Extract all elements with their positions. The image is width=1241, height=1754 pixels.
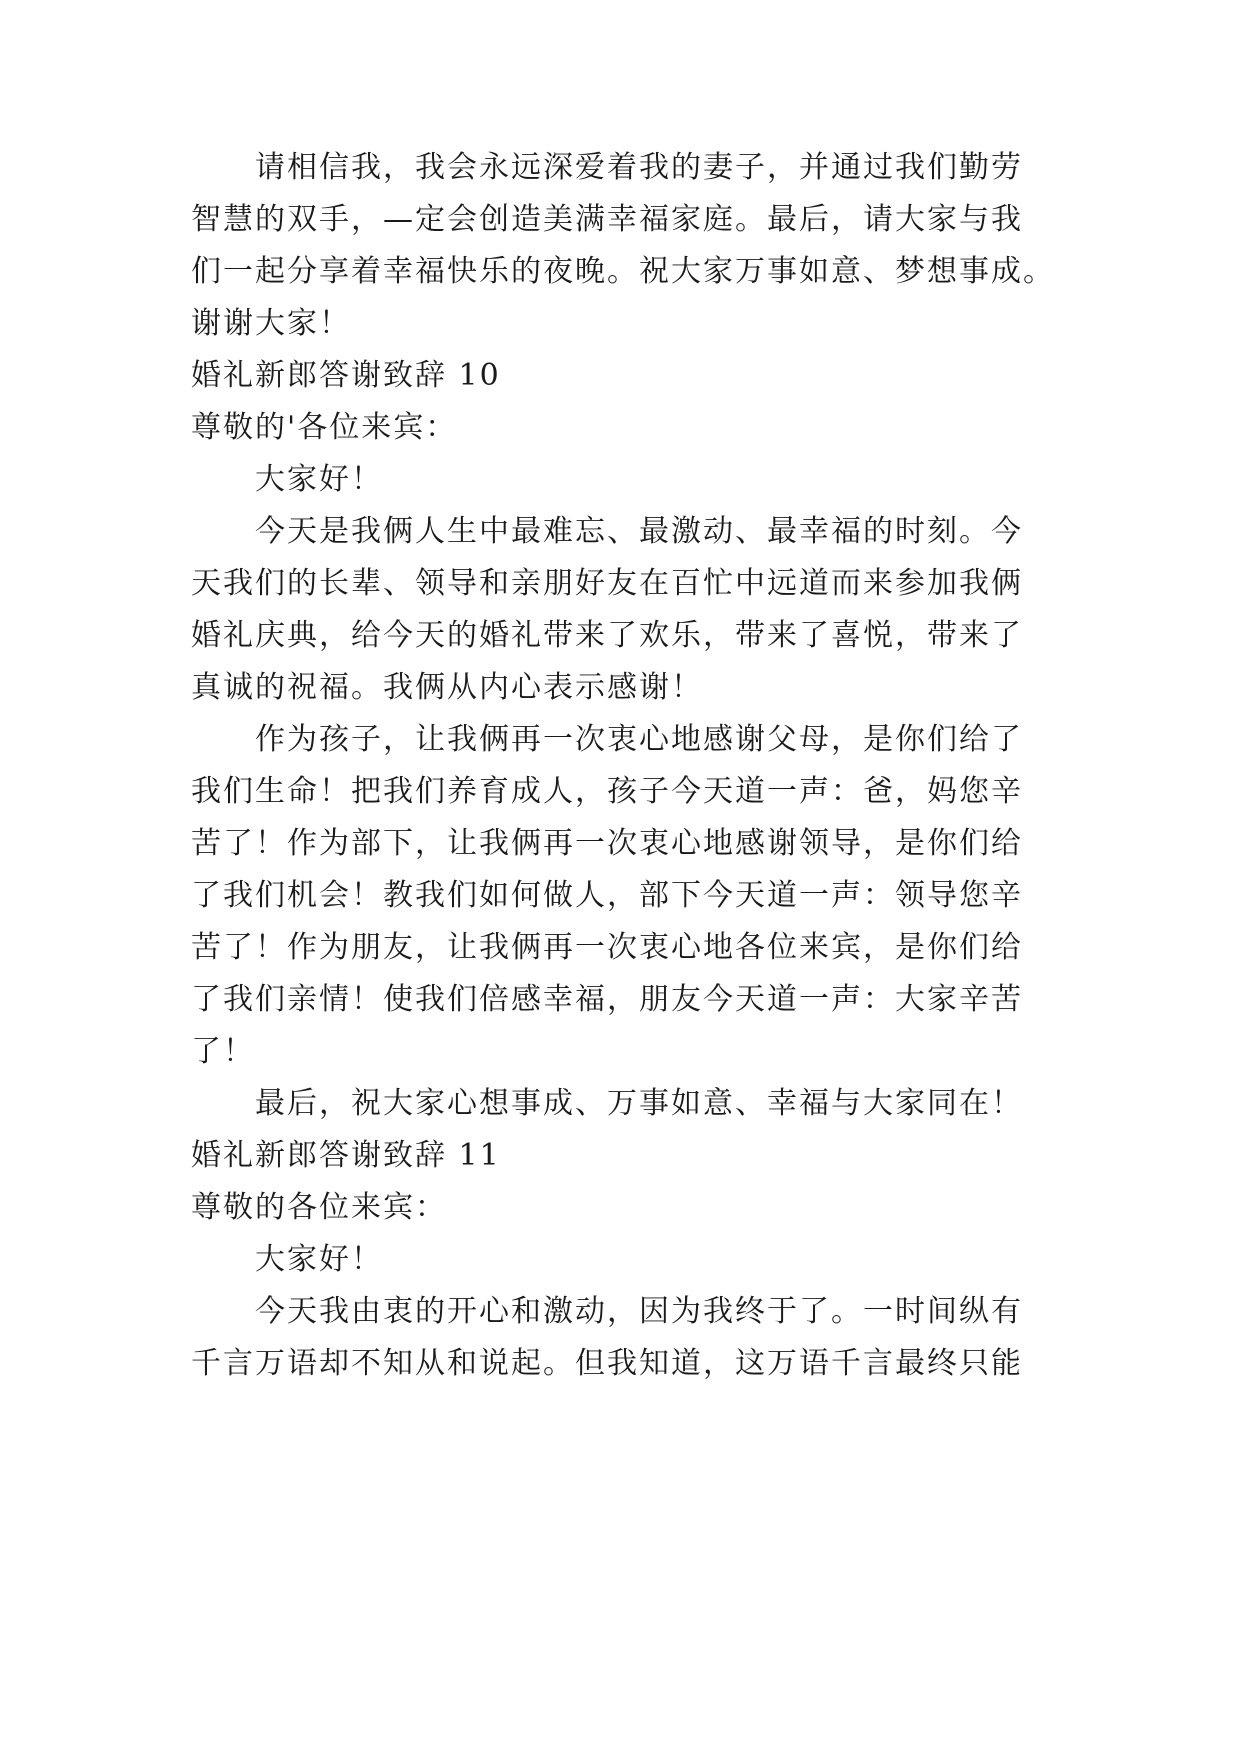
paragraph-line: 们一起分享着幸福快乐的夜晚。祝大家万事如意、梦想事成。 [191, 254, 1055, 289]
paragraph-line: 天我们的长辈、领导和亲朋好友在百忙中远道而来参加我俩 [191, 566, 1023, 601]
salutation: 尊敬的各位来宾： [191, 1190, 447, 1225]
paragraph-line: 了我们亲情！使我们倍感幸福，朋友今天道一声：大家辛苦 [191, 982, 1023, 1017]
paragraph-line: 了我们机会！教我们如何做人，部下今天道一声：领导您辛 [191, 878, 1023, 913]
section-heading: 婚礼新郎答谢致辞 11 [191, 1138, 501, 1173]
paragraph-line: 苦了！作为朋友，让我俩再一次衷心地各位来宾，是你们给 [191, 930, 1023, 965]
paragraph-line: 了！ [191, 1034, 255, 1069]
paragraph-line: 真诚的祝福。我俩从内心表示感谢！ [191, 670, 703, 705]
salutation: 尊敬的'各位来宾： [191, 410, 458, 445]
greeting: 大家好！ [255, 1242, 383, 1277]
paragraph-line: 最后，祝大家心想事成、万事如意、幸福与大家同在！ [255, 1086, 1023, 1121]
paragraph-line: 谢谢大家！ [191, 306, 351, 341]
paragraph-line: 千言万语却不知从和说起。但我知道，这万语千言最终只能 [191, 1346, 1023, 1381]
section-heading: 婚礼新郎答谢致辞 10 [191, 358, 501, 393]
paragraph-line: 作为孩子，让我俩再一次衷心地感谢父母，是你们给了 [255, 722, 1023, 757]
greeting: 大家好！ [255, 462, 383, 497]
paragraph-line: 婚礼庆典，给今天的婚礼带来了欢乐，带来了喜悦，带来了 [191, 618, 1023, 653]
paragraph-line: 智慧的双手，—定会创造美满幸福家庭。最后，请大家与我 [191, 202, 1023, 237]
paragraph-line: 今天是我俩人生中最难忘、最激动、最幸福的时刻。今 [255, 514, 1023, 549]
paragraph-line: 我们生命！把我们养育成人，孩子今天道一声：爸，妈您辛 [191, 774, 1023, 809]
paragraph-line: 今天我由衷的开心和激动，因为我终于了。一时间纵有 [255, 1294, 1023, 1329]
paragraph-line: 苦了！作为部下，让我俩再一次衷心地感谢领导，是你们给 [191, 826, 1023, 861]
paragraph-line: 请相信我，我会永远深爱着我的妻子，并通过我们勤劳 [255, 150, 1023, 185]
